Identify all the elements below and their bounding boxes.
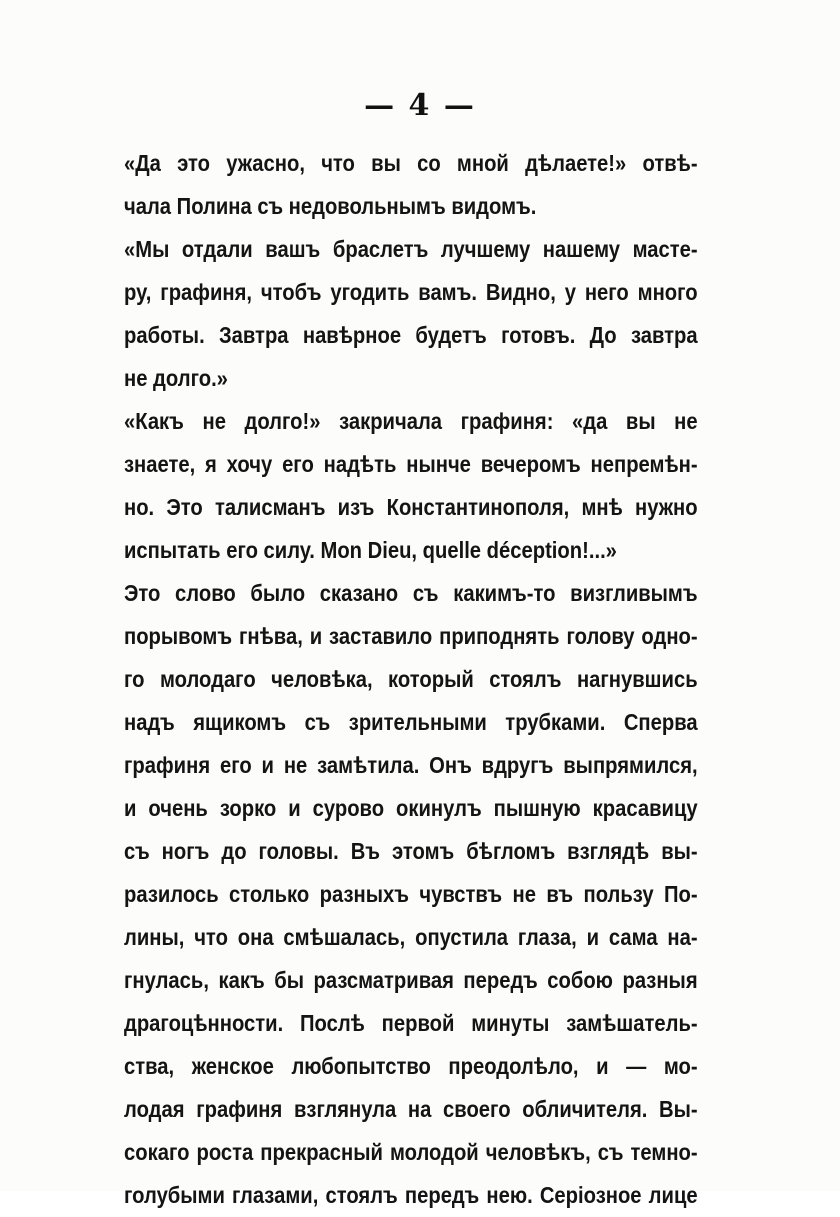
page-number: — 4 — bbox=[364, 88, 476, 123]
text-line: Это слово было сказано съ какимъ-то визгливымъ bbox=[124, 580, 698, 606]
text-line: ру, графиня, чтобъ угодить вамъ. Видно, у него много bbox=[124, 279, 698, 305]
text-line: гнулась, какъ бы разсматривая передъ собою разныя bbox=[124, 967, 698, 993]
body-text bbox=[124, 142, 698, 1217]
text-line: «Мы отдали вашъ браслетъ лучшему нашему масте- bbox=[124, 236, 698, 262]
text-line: разилось столько разныхъ чувствъ не въ пользу По- bbox=[124, 881, 698, 907]
text-line: драгоцѣнности. Послѣ первой минуты замѣшатель- bbox=[124, 1010, 698, 1036]
text-line: не долго.» bbox=[124, 365, 228, 391]
text-line: чала Полина съ недовольнымъ видомъ. bbox=[124, 193, 537, 219]
text-line: графиня его и не замѣтила. Онъ вдругъ выпрямился, bbox=[124, 752, 698, 778]
text-line: го молодаго человѣка, который стоялъ нагнувшись bbox=[124, 666, 698, 692]
text-line: порывомъ гнѣва, и заставило приподнять голову одно- bbox=[124, 623, 698, 649]
text-line: «Какъ не долго!» закричала графиня: «да вы не bbox=[124, 408, 698, 434]
text-line: съ ногъ до головы. Въ этомъ бѣгломъ взглядѣ вы- bbox=[124, 838, 698, 864]
text-line: лодая графиня взглянула на своего обличителя. Вы- bbox=[124, 1096, 698, 1122]
text-line: но. Это талисманъ изъ Константинополя, мнѣ нужно bbox=[124, 494, 698, 520]
text-line: и очень зорко и сурово окинулъ пышную красавицу bbox=[124, 795, 698, 821]
text-line: работы. Завтра навѣрное будетъ готовъ. До завтра bbox=[124, 322, 698, 348]
text-line: надъ ящикомъ съ зрительными трубками. Сперва bbox=[124, 709, 698, 735]
text-line: сокаго роста прекрасный молодой человѣкъ, съ темно- bbox=[124, 1139, 698, 1165]
text-line: голубыми глазами, стоялъ передъ нею. Серіозное лице bbox=[124, 1182, 698, 1208]
text-line: испытать его силу. Mon Dieu, quelle déception!...» bbox=[124, 537, 617, 563]
text-line: лины, что она смѣшалась, опустила глаза, и сама на- bbox=[124, 924, 698, 950]
text-line: знаете, я хочу его надѣть нынче вечеромъ непремѣн- bbox=[124, 451, 698, 477]
text-line: ства, женское любопытство преодолѣло, и — мо- bbox=[124, 1053, 698, 1079]
text-line: «Да это ужасно, что вы со мной дѣлаете!» отвѣ- bbox=[124, 150, 698, 176]
